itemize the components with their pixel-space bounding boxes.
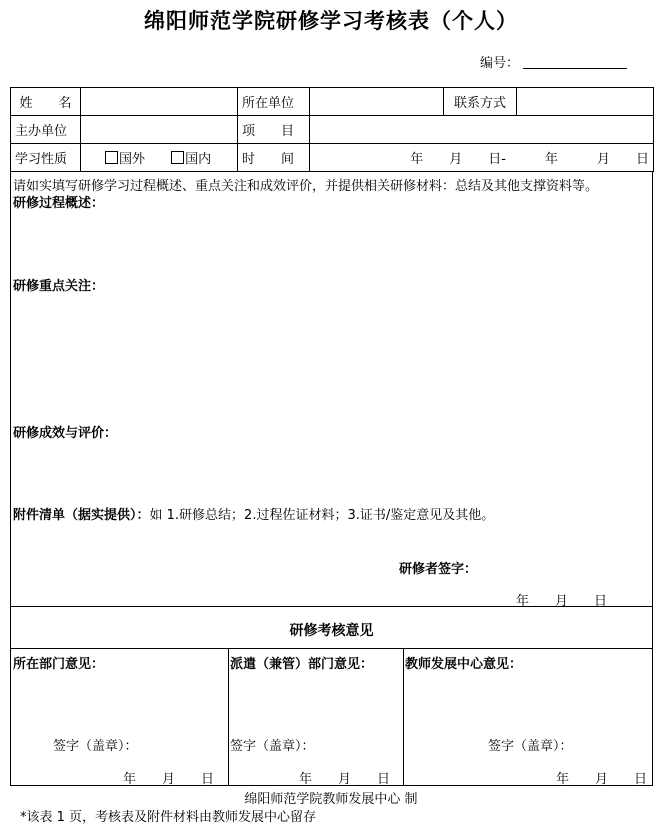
center-opinion-heading: 教师发展中心意见： bbox=[405, 657, 523, 672]
host-label: 主办单位 bbox=[11, 116, 81, 144]
form-title: 绵阳师范学院研修学习考核表（个人） bbox=[144, 8, 518, 33]
time-label: 时 间 bbox=[238, 144, 310, 172]
dept-sign-label: 签字（盖章）： bbox=[53, 739, 138, 754]
focus-field[interactable] bbox=[13, 293, 649, 421]
serial-number-label: 编号： bbox=[480, 56, 520, 71]
domestic-label: 国内 bbox=[185, 152, 212, 167]
process-field[interactable] bbox=[13, 210, 649, 272]
time-field[interactable]: 年 月 日- 年 月 日 bbox=[310, 144, 654, 172]
review-heading: 研修考核意见 bbox=[289, 623, 374, 639]
signature-label: 研修者签字： bbox=[399, 562, 478, 577]
attachment-line bbox=[13, 504, 494, 523]
contact-label: 联系方式 bbox=[444, 88, 517, 116]
nature-label: 学习性质 bbox=[11, 144, 81, 172]
unit-field[interactable] bbox=[310, 88, 444, 116]
dept-date[interactable]: 年 月 日 bbox=[123, 772, 215, 787]
signature-date[interactable]: 年 月 日 bbox=[516, 594, 608, 609]
abroad-checkbox[interactable] bbox=[105, 151, 118, 164]
serial-number-field[interactable] bbox=[523, 68, 627, 69]
instruction-text: 请如实填写研修学习过程概述、重点关注和成效评价，并提供相关研修材料：总结及其他支撑资料等。 bbox=[13, 179, 599, 194]
dept-opinion-heading: 所在部门意见： bbox=[13, 657, 105, 672]
domestic-option[interactable] bbox=[171, 152, 211, 167]
nature-options bbox=[81, 144, 238, 172]
info-table bbox=[10, 87, 654, 172]
unit-label: 所在单位 bbox=[238, 88, 310, 116]
domestic-checkbox[interactable] bbox=[171, 151, 184, 164]
dispatch-date[interactable]: 年 月 日 bbox=[299, 772, 391, 787]
center-date[interactable]: 年 月 日 bbox=[556, 772, 648, 787]
footnote: *该表 1 页，考核表及附件材料由教师发展中心留存 bbox=[20, 810, 317, 825]
project-label: 项 目 bbox=[238, 116, 310, 144]
info-row-1 bbox=[11, 88, 654, 116]
attachment-text: 如 1.研修总结；2.过程佐证材料；3.证书/鉴定意见及其他。 bbox=[149, 508, 495, 523]
review-section bbox=[10, 648, 653, 786]
process-heading: 研修过程概述： bbox=[13, 196, 105, 211]
info-row-2 bbox=[11, 116, 654, 144]
effect-heading: 研修成效与评价： bbox=[13, 426, 118, 441]
abroad-option[interactable] bbox=[105, 152, 145, 167]
host-field[interactable] bbox=[81, 116, 238, 144]
dispatch-opinion-heading: 派遣（兼管）部门意见： bbox=[230, 657, 374, 672]
review-divider-2 bbox=[403, 649, 404, 785]
project-field[interactable] bbox=[310, 116, 654, 144]
name-label: 姓 名 bbox=[11, 88, 81, 116]
dispatch-sign-label: 签字（盖章）： bbox=[230, 739, 315, 754]
info-row-3 bbox=[11, 144, 654, 172]
review-heading-cell bbox=[10, 606, 653, 649]
focus-heading: 研修重点关注： bbox=[13, 279, 105, 294]
review-divider-1 bbox=[228, 649, 229, 785]
effect-field[interactable] bbox=[13, 440, 649, 502]
maker-text: 绵阳师范学院教师发展中心 制 bbox=[244, 792, 418, 807]
name-field[interactable] bbox=[81, 88, 238, 116]
center-sign-label: 签字（盖章）： bbox=[488, 739, 573, 754]
narrative-section bbox=[10, 171, 653, 607]
abroad-label: 国外 bbox=[119, 152, 146, 167]
attachment-heading: 附件清单（据实提供）： bbox=[13, 508, 150, 523]
contact-field[interactable] bbox=[517, 88, 654, 116]
